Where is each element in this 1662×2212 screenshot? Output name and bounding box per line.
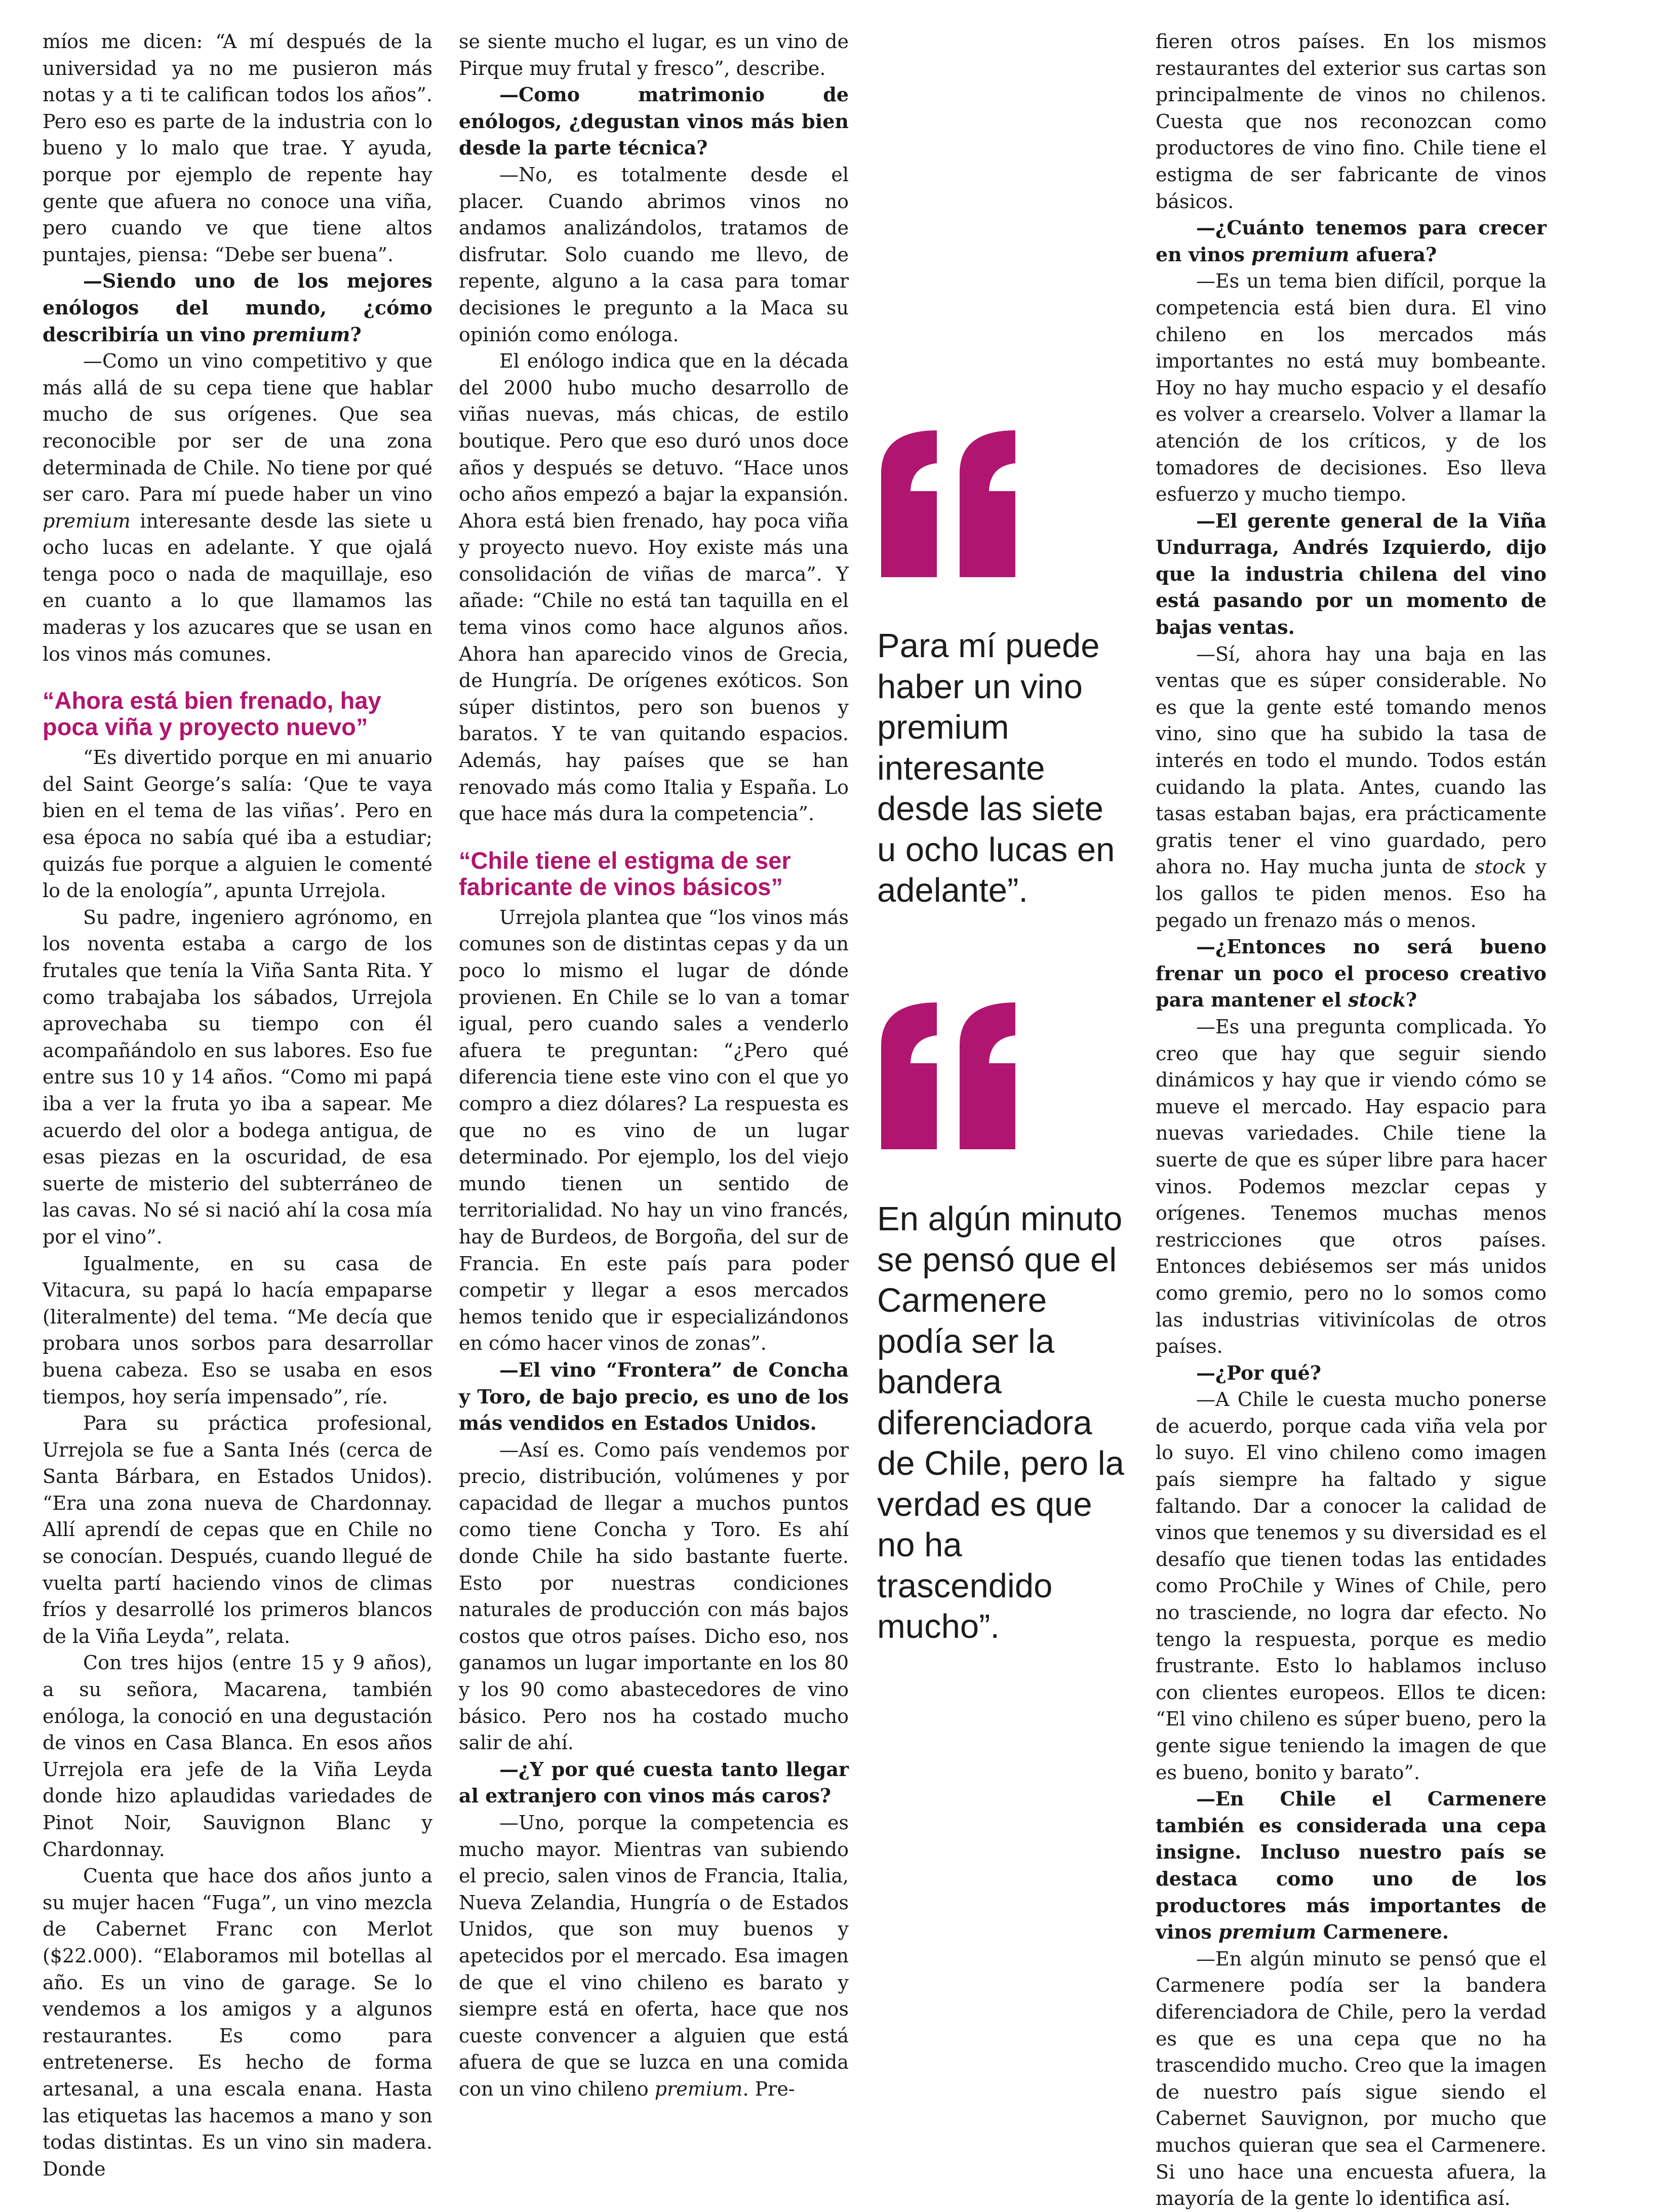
- quote-mark-icon: [876, 997, 1028, 1159]
- interview-question: —El gerente general de la Viña Undurraga, Andrés Izquierdo, dijo que la industria chilena del vino está pasando por un momento de bajas ventas.: [1156, 509, 1547, 639]
- interview-answer: —Sí, ahora hay una baja en las ventas que es súper considerable. No es que la gente esté tomando menos vino, sino que ha subido la tasa de interés en todo el mundo. Todos están cuidando la plata. Antes, cuando las tasas estaban bajas, era prácticamente gratis tener el vino guardado, pero ahora no. Hay mucha junta de stock y los gallos te piden menos. Eso ha pegado un frenazo más o menos.: [1156, 642, 1547, 932]
- interview-answer: —Uno, porque la competencia es mucho mayor. Mientras van subiendo el precio, salen vinos de Francia, Italia, Nueva Zelandia, Hungría o de Estados Unidos, que son muy buenos y apetecidos por el mercado. Esa imagen de que el vino chileno es barato y siempre está en oferta, hace que nos cueste convencer a alguien que está afuera de que se luzca en una comida con un vino chileno premium. Pre-: [459, 1812, 849, 2100]
- paragraph: Cuenta que hace dos años junto a su mujer hacen “Fuga”, un vino mezcla de Cabernet Franc con Merlot ($22.000). “Elaboramos mil botellas al año. Es un vino de garage. Se lo vendemos a los amigos y a algunos restaurantes. Es como para entretenerse. Es hecho de forma artesanal, a una escala enana. Hasta las etiquetas las hacemos a mano y son todas distintas. Es un vino sin madera. Donde: [43, 1865, 432, 2180]
- section-heading: “Ahora está bien frenado, hay poca viña y proyecto nuevo”: [43, 687, 381, 741]
- interview-question: —Como matrimonio de enólogos, ¿degustan vinos más bien desde la parte técnica?: [459, 83, 849, 159]
- interview-question: —¿Cuánto tenemos para crecer en vinos premium afuera?: [1156, 216, 1547, 266]
- interview-answer: —Así es. Como país vendemos por precio, distribución, volúmenes y por capacidad de llegar a muchos puntos como tiene Concha y Toro. Es ahí donde Chile ha sido bastante fuerte. Esto por nuestras condiciones naturales de producción con más bajos costos que otros países. Dicho eso, nos ganamos un lugar importante en los 80 y los 90 como abastecedores de vino básico. Pero nos ha costado mucho salir de ahí.: [459, 1438, 849, 1754]
- paragraph: Su padre, ingeniero agrónomo, en los noventa estaba a cargo de los frutales que tenía la Viña Santa Rita. Y como trabajaba los sábados, Urrejola aprovechaba su tiempo con él acompañándolo en sus labores. Eso fue entre sus 10 y 14 años. “Como mi papá iba a ver la fruta yo iba a sapear. Me acuerdo del olor a bodega antigua, de esas piezas en la oscuridad, de esa suerte de misterio del subterráneo de las cavas. No sé si nació ahí la cosa mía por el vino”.: [43, 906, 432, 1248]
- paragraph: fieren otros países. En los mismos restaurantes del exterior sus cartas son principalmente de vinos no chilenos. Cuesta que nos reconozcan como productores de vino fino. Chile tiene el estigma de ser fabricante de vinos básicos.: [1156, 30, 1547, 213]
- interview-answer: —En algún minuto se pensó que el Carmenere podía ser la bandera diferenciadora de Chile, pero la verdad es que es una cepa que no ha trascendido mucho. Creo que la imagen de nuestro país sigue siendo el Cabernet Sauvignon, por mucho que muchos quieran que sea el Carmenere. Si uno hace una encuesta afuera, la mayoría de la gente lo identifica así.: [1156, 1947, 1547, 2210]
- paragraph: Igualmente, en su casa de Vitacura, su papá lo hacía empaparse (literalmente) del tema. “Me decía que probara unos sorbos para desarrollar buena cabeza. Eso se usaba en esos tiempos, hoy sería impensado”, ríe.: [43, 1252, 432, 1408]
- article-column-1: [43, 28, 432, 2182]
- paragraph: Para su práctica profesional, Urrejola se fue a Santa Inés (cerca de Santa Bárbara, en Estados Unidos). “Era una zona nueva de Chardonnay. Allí aprendí de cepas que en Chile no se conocían. Después, cuando llegué de vuelta partí haciendo vinos de climas fríos y desarrollé los primeros blancos de la Viña Leyda”, relata.: [43, 1412, 432, 1647]
- pull-quote: En algún minuto se pensó que el Carmenere podía ser la bandera diferenciadora de Chile, pero la verdad es que no ha trascendido mucho”.: [877, 1200, 1124, 1645]
- interview-answer: —A Chile le cuesta mucho ponerse de acuerdo, porque cada viña vela por lo suyo. El vino chileno como imagen país siempre ha faltado y sigue faltando. Dar a conocer la calidad de vinos que tenemos y su diversidad es el desafío que tienen todas las entidades como ProChile y Wines of Chile, pero no trasciende, no logra dar efecto. No tengo la respuesta, porque es medio frustrante. Esto lo hablamos incluso con clientes europeos. Ellos te dicen: “El vino chileno es súper bueno, pero la gente sigue teniendo la imagen de que es bueno, bonito y barato”.: [1156, 1388, 1547, 1784]
- quote-mark-icon: [876, 425, 1028, 587]
- paragraph: míos me dicen: “A mí después de la universidad ya no me pusieron más notas y a ti te califican todos los años”. Pero eso es parte de la industria con lo bueno y lo malo que trae. Y ayuda, porque por ejemplo de repente hay gente que afuera no conoce una viña, pero cuando ve que tiene altos puntajes, piensa: “Debe ser buena”.: [43, 30, 432, 266]
- paragraph: Con tres hijos (entre 15 y 9 años), a su señora, Macarena, también enóloga, la conoció en una degustación de vinos en Casa Blanca. En esos años Urrejola era jefe de la Viña Leyda donde hizo aplaudidas variedades de Pinot Noir, Sauvignon Blanc y Chardonnay.: [43, 1652, 432, 1861]
- interview-question: —En Chile el Carmenere también es considerada una cepa insigne. Incluso nuestro país se destaca como uno de los productores más importantes de vinos premium Carmenere.: [1156, 1787, 1547, 1944]
- interview-answer: —Como un vino competitivo y que más allá de su cepa tiene que hablar mucho de sus orígenes. Que sea reconocible por ser de una zona determinada de Chile. No tiene por qué ser caro. Para mí puede haber un vino premium interesante desde las siete u ocho lucas en adelante. Y que ojalá tenga poco o nada de maquillaje, eso en cuanto a lo que llamamos las maderas y los azucares que se usan en los vinos más comunes.: [43, 350, 432, 665]
- pull-quote: Para mí puede haber un vino premium interesante desde las siete u ocho lucas en adelante”.: [877, 627, 1115, 909]
- article-column-2: [459, 28, 849, 2103]
- paragraph: El enólogo indica que en la década del 2000 hubo mucho desarrollo de viñas nuevas, más chicas, de estilo boutique. Pero que eso duró unos doce años y después se detuvo. “Hace unos ocho años empezó a bajar la expansión. Ahora está bien frenado, hay poca viña y proyecto nuevo. Hoy existe más una consolidación de viñas de marca”. Y añade: “Chile no está tan taquilla en el tema vinos como hace algunos años. Ahora han aparecido vinos de Grecia, de Hungría. De orígenes exóticos. Son súper distintos, pero son buenos y baratos. Y te van quitando espacios. Además, hay países que se han renovado más como Italia y España. Lo que hace más dura la competencia”.: [459, 350, 849, 825]
- article-column-3: [1156, 28, 1547, 2212]
- paragraph: se siente mucho el lugar, es un vino de Pirque muy frutal y fresco”, describe.: [459, 30, 849, 79]
- interview-question: —¿Y por qué cuesta tanto llegar al extranjero con vinos más caros?: [459, 1757, 849, 1807]
- interview-answer: —Es un tema bien difícil, porque la competencia está bien dura. El vino chileno en los mercados más importantes no está muy bombeante. Hoy no hay mucho espacio y el desafío es volver a crearselo. Volver a llamar la atención de los críticos, y de los tomadores de decisiones. Eso lleva esfuerzo y mucho tiempo.: [1156, 270, 1547, 506]
- interview-question: —¿Por qué?: [1196, 1361, 1322, 1384]
- section-heading: “Chile tiene el estigma de ser fabricante de vinos básicos”: [459, 847, 791, 900]
- paragraph: “Es divertido porque en mi anuario del Saint George’s salía: ‘Que te vaya bien en el tema de las viñas’. Pero en esa época no sabía qué iba a estudiar; quizás fue porque a alguien le comenté lo de la enología”, apunta Urrejola.: [43, 746, 432, 902]
- interview-question: —El vino “Frontera” de Concha y Toro, de bajo precio, es uno de los más vendidos en Estados Unidos.: [459, 1358, 849, 1435]
- interview-question: —¿Entonces no será bueno frenar un poco el proceso creativo para mantener el stock?: [1156, 935, 1547, 1012]
- paragraph: Urrejola plantea que “los vinos más comunes son de distintas cepas y da un poco lo mismo el lugar de dónde provienen. En Chile se lo van a tomar igual, pero cuando sales a venderlo afuera te preguntan: “¿Pero qué diferencia tiene este vino con el que yo compro a diez dólares? La respuesta es que no es vino de un lugar determinado. Por ejemplo, los del viejo mundo tienen un sentido de territorialidad. No hay un vino francés, hay de Burdeos, de Borgoña, del sur de Francia. En este país para poder competir y llegar a esos mercados hemos tenido que ir especializándonos en cómo hacer vinos de zonas”.: [459, 906, 849, 1355]
- interview-answer: —No, es totalmente desde el placer. Cuando abrimos vinos no andamos analizándolos, tratamos de disfrutar. Solo cuando me llevo, de repente, alguno a la casa para tomar decisiones le pregunto a la Maca su opinión como enóloga.: [459, 163, 849, 346]
- interview-question: —Siendo uno de los mejores enólogos del mundo, ¿cómo describiría un vino premium?: [43, 269, 432, 346]
- interview-answer: —Es una pregunta complicada. Yo creo que hay que seguir siendo dinámicos y hay que ir viendo cómo se mueve el mercado. Hay espacio para nuevas variedades. Chile tiene la suerte de que es súper libre para hacer vinos. Podemos mezclar cepas y orígenes. Tenemos muchas menos restricciones que otros países. Entonces debiésemos ser más unidos como gremio, pero no lo somos como las industrias vitivinícolas de otros países.: [1156, 1015, 1547, 1358]
